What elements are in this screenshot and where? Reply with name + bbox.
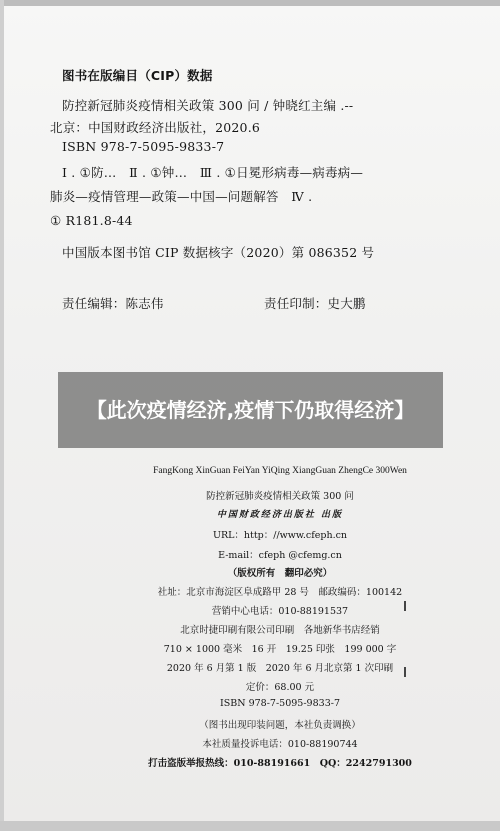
cip-line-4: 肺炎—疫情管理—政策—中国—问题解答 Ⅳ . [50,189,313,204]
imprint-isbn: ISBN 978-7-5095-9833-7 [220,698,340,709]
imprint-publisher: 中国财政经济出版社 出版 [216,510,344,520]
imprint-address: 社址：北京市海淀区阜成路甲 28 号 邮政编码：100142 [157,587,403,598]
imprint-pinyin-title: FangKong XinGuan FeiYan YiQing XiangGuan ZhengCe 300Wen [153,466,407,476]
cip-line-3: Ⅰ . ①防… Ⅱ . ①钟… Ⅲ . ①日冕形病毒—病毒病— [62,165,364,180]
imprint-rights: （版权所有 翻印必究） [227,568,333,579]
scan-mark [404,601,406,611]
imprint-sales-phone: 营销中心电话：010-88191537 [211,606,349,617]
imprint-section [0,455,500,815]
cip-line-2: 北京：中国财政经济出版社，2020.6 [50,120,261,135]
cip-line-1: 防控新冠肺炎疫情相关政策 300 问 / 钟晓红主编 .-- [62,98,354,113]
banner-text: 【此次疫情经济,疫情下仍取得经济】 [86,398,415,422]
cip-section [0,0,500,370]
cip-line-5: ① R181.8-44 [50,213,133,228]
cip-editor: 责任编辑：陈志伟 [62,296,164,311]
scan-mark [404,667,406,677]
imprint-print-dist: 北京时捷印刷有限公司印刷 各地新华书店经销 [180,625,380,636]
imprint-exchange: （图书出现印装问题，本社负责调换） [199,720,361,731]
imprint-title: 防控新冠肺炎疫情相关政策 300 问 [206,491,354,502]
page-edge-bottom [0,821,500,831]
title-banner [58,372,443,448]
cip-printer: 责任印制：史大鹏 [264,296,366,311]
cip-heading: 图书在版编目（CIP）数据 [62,68,213,83]
imprint-url: URL：http：//www.cfeph.cn [212,530,348,541]
imprint-piracy: 打击盗版举报热线：010-88191661 QQ：2242791300 [148,758,412,769]
cip-line-6: 中国版本图书馆 CIP 数据核字（2020）第 086352 号 [62,245,375,260]
imprint-complaint: 本社质量投诉电话：010-88190744 [202,739,358,750]
cip-isbn: ISBN 978-7-5095-9833-7 [62,139,225,154]
imprint-edition: 2020 年 6 月第 1 版 2020 年 6 月北京第 1 次印刷 [166,663,394,674]
imprint-specs: 710 × 1000 毫米 16 开 19.25 印张 199 000 字 [163,644,397,655]
imprint-price: 定价：68.00 元 [245,682,315,693]
imprint-email: E-mail：cfeph @cfemg.cn [218,550,342,561]
